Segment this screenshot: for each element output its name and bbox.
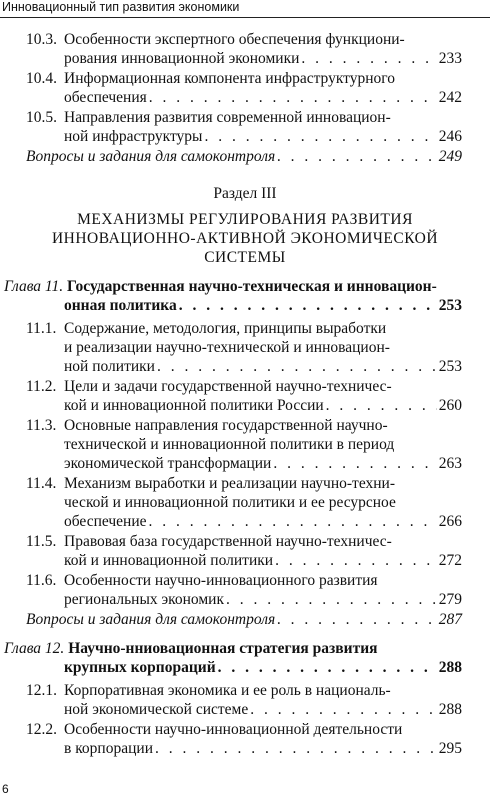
entry-text-line: Особенности научно-инновационного развития — [64, 572, 378, 589]
running-header — [0, 0, 490, 22]
entry-number: 10.4. — [26, 70, 57, 87]
entry-text-line: Содержание, методология, принципы выработки — [64, 320, 387, 337]
entries-chapter-12 — [0, 681, 490, 758]
page-footer-number: 6 — [2, 782, 9, 796]
entry-text-line: кой и инновационной политики — [64, 552, 274, 569]
entry-text-line: региональных экономик — [64, 591, 225, 608]
entry-number: 11.2. — [26, 378, 57, 395]
entry-number: 10.5. — [26, 109, 57, 126]
entry-text-line: Правовая база государственной научно-техничес- — [64, 533, 392, 550]
entry-text-line: Направления развития современной инновацион- — [64, 109, 391, 126]
chapter-label: Глава 12. — [4, 640, 65, 657]
entry-text-line: технической и инновационной политики в период — [64, 436, 395, 453]
entry-text-line: Основные направления государственной научно- — [64, 417, 388, 434]
header-rule — [0, 17, 490, 18]
questions-entry — [0, 147, 490, 166]
page-number: 288 — [438, 701, 462, 718]
entries-top — [0, 30, 490, 146]
dot-leader — [273, 454, 436, 473]
toc-entry — [0, 681, 490, 719]
page-number: 287 — [438, 611, 462, 628]
entry-text-line: Особенности экспертного обеспечения функциони- — [64, 31, 405, 48]
page-number: 246 — [438, 128, 462, 145]
page-number: 233 — [438, 50, 462, 67]
page-number: 263 — [438, 455, 462, 472]
dot-leader — [155, 739, 437, 758]
section-title-line: ИННОВАЦИОННО-АКТИВНОЙ ЭКОНОМИЧЕСКОЙ — [51, 230, 439, 247]
toc-entry — [0, 377, 490, 415]
entry-text-line: Механизм выработки и реализации научно-техни- — [64, 475, 396, 492]
entry-number: 11.6. — [26, 572, 57, 589]
dot-leader — [275, 551, 437, 570]
chapter-title-end: крупных корпораций — [64, 659, 216, 676]
entry-text-line: кой и инновационной политики России — [64, 397, 324, 414]
entry-text-line: ной экономической системе — [64, 701, 249, 718]
page-number: 266 — [438, 513, 462, 530]
section-label: Раздел III — [213, 185, 277, 202]
entry-text-line: обеспечение — [64, 513, 147, 530]
page-number: 279 — [438, 591, 462, 608]
dot-leader — [149, 88, 437, 107]
running-header-title: Инновационный тип развития экономики — [2, 0, 240, 14]
dot-leader — [218, 658, 437, 677]
toc-entry — [0, 532, 490, 570]
entry-text-line: ческой и инновационной политики и ее ресурсное — [64, 494, 396, 511]
page-number: 272 — [438, 552, 462, 569]
dot-leader — [157, 357, 437, 376]
page-number: 253 — [438, 297, 462, 314]
dot-leader — [149, 512, 437, 531]
entry-text-line: Корпоративная экономика и ее роль в националь- — [64, 682, 391, 699]
section-title — [0, 210, 490, 267]
entry-number: 11.5. — [26, 533, 57, 550]
entry-text-line: и реализации научно-технической и инновацион- — [64, 339, 390, 356]
entry-number: 11.4. — [26, 475, 57, 492]
toc-entry — [0, 571, 490, 609]
entries-chapter-11 — [0, 319, 490, 609]
entry-text-line: экономической трансформации — [64, 455, 272, 472]
section-title-line: СИСТЕМЫ — [204, 249, 286, 266]
toc-entry — [0, 474, 490, 531]
entry-text-line: ной инфраструктуры — [64, 128, 203, 145]
toc-entry — [0, 30, 490, 68]
questions-text: Вопросы и задания для самоконтроля — [26, 148, 276, 165]
dot-leader — [277, 147, 437, 166]
entry-number: 10.3. — [26, 31, 57, 48]
section-title-line: МЕХАНИЗМЫ РЕГУЛИРОВАНИЯ РАЗВИТИЯ — [77, 211, 413, 228]
page-number: 260 — [438, 397, 462, 414]
entry-text-line: Цели и задачи государственной научно-техничес- — [64, 378, 392, 395]
entry-text-line: Информационная компонента инфраструктурного — [64, 70, 395, 87]
dot-leader — [326, 396, 437, 415]
entry-number: 12.1. — [26, 682, 57, 699]
chapter-title-end: онная политика — [64, 297, 177, 314]
chapter-label: Глава 11. — [4, 278, 64, 295]
toc-entry — [0, 319, 490, 376]
entry-text-line: Особенности научно-инновационной деятельности — [64, 721, 403, 738]
dot-leader — [179, 296, 437, 315]
toc-entry — [0, 108, 490, 146]
page-number: 242 — [438, 89, 462, 106]
questions-entry — [0, 610, 490, 629]
page-number: 295 — [438, 740, 462, 757]
page-number: 249 — [438, 148, 462, 165]
entry-text-line: в корпорации — [64, 740, 153, 757]
chapter-title: Научно-нниовационная стратегия развития — [68, 640, 378, 657]
dot-leader — [301, 49, 436, 68]
dot-leader — [277, 610, 437, 629]
page-number: 288 — [438, 659, 462, 676]
entry-text-line: рования инновационной экономики — [64, 50, 300, 67]
dot-leader — [226, 590, 437, 609]
section-heading — [0, 184, 490, 267]
entry-number: 12.2. — [26, 721, 57, 738]
dot-leader — [250, 700, 437, 719]
chapter-11-heading — [0, 277, 490, 315]
entry-text-line: ной политики — [64, 358, 155, 375]
entry-text-line: обеспечения — [64, 89, 147, 106]
chapter-title: Государственная научно-техническая и инновацион- — [67, 278, 437, 295]
toc-entry — [0, 69, 490, 107]
toc-entry — [0, 416, 490, 473]
dot-leader — [204, 127, 436, 146]
table-of-contents — [0, 30, 490, 759]
entry-number: 11.3. — [26, 417, 57, 434]
toc-entry — [0, 720, 490, 758]
questions-text: Вопросы и задания для самоконтроля — [26, 611, 276, 628]
chapter-12-heading — [0, 639, 490, 677]
entry-number: 11.1. — [26, 320, 57, 337]
page-number: 253 — [438, 358, 462, 375]
